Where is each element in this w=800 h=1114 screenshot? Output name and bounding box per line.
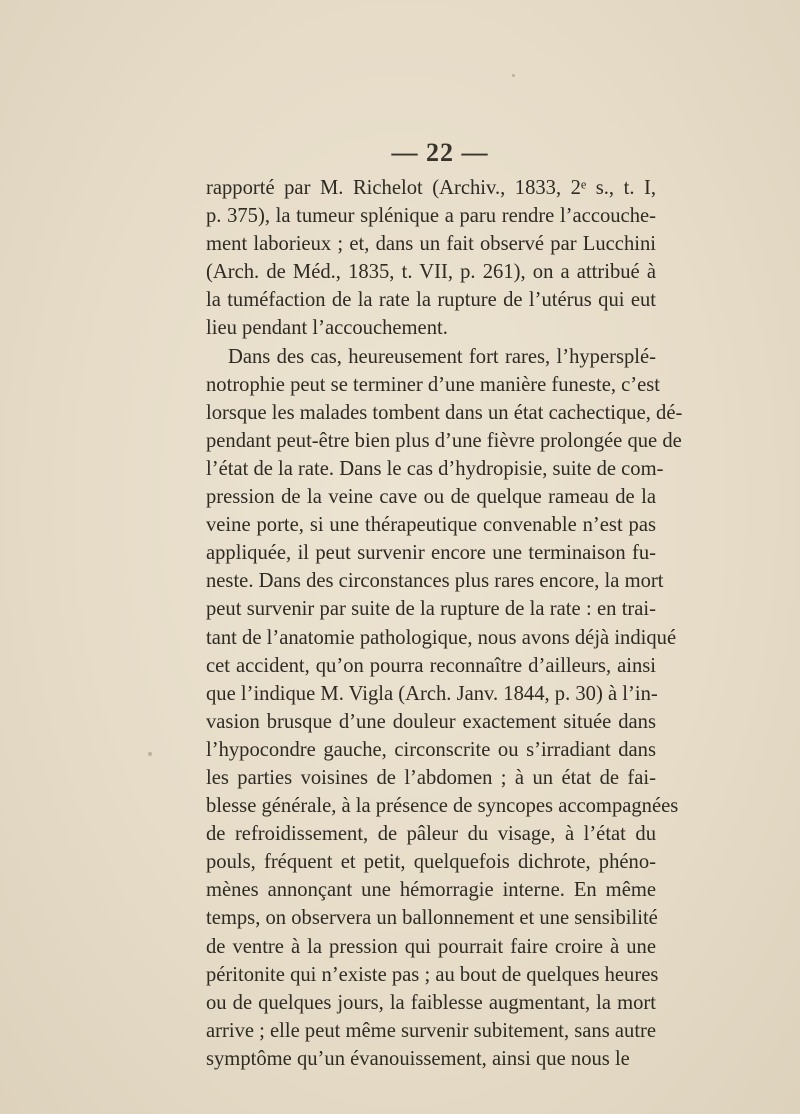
paper-speck	[610, 950, 612, 952]
text-line: pression de la veine cave ou de quelque rameau de la	[206, 486, 656, 509]
text-line: de ventre à la pression qui pourrait faire croire à une	[206, 935, 656, 958]
text-line: rapporté par M. Richelot (Archiv., 1833, 2ᵉ s., t. I,	[206, 177, 656, 199]
paper-speck	[148, 752, 152, 756]
text-line: vasion brusque d’une douleur exactement située dans	[206, 710, 656, 733]
text-line: ment laborieux ; et, dans un fait observé par Lucchini	[206, 233, 656, 256]
text-line: arrive ; elle peut même survenir subitement, sans autre	[206, 1019, 657, 1042]
text-line: pendant peut-être bien plus d’une fièvre prolongée que de	[206, 429, 682, 452]
paper-speck	[512, 74, 515, 77]
text-line: pouls, fréquent et petit, quelquefois dichrote, phéno-	[206, 851, 656, 874]
text-line: cet accident, qu’on pourra reconnaître d’ailleurs, ainsi	[206, 654, 656, 677]
text-line: peut survenir par suite de la rupture de la rate : en trai-	[206, 598, 656, 621]
text-line: mènes annonçant une hémorragie interne. En même	[206, 879, 656, 902]
text-line: neste. Dans des circonstances plus rares encore, la mort	[206, 570, 664, 593]
text-line: l’état de la rate. Dans le cas d’hydropisie, suite de com-	[206, 457, 664, 480]
text-line: que l’indique M. Vigla (Arch. Janv. 1844, p. 30) à l’in-	[206, 682, 658, 705]
text-line: Dans des cas, heureusement fort rares, l’hypersplé-	[228, 345, 656, 368]
text-line: temps, on observera un ballonnement et une sensibilité	[206, 907, 658, 930]
text-line: l’hypocondre gauche, circonscrite ou s’irradiant dans	[206, 738, 656, 761]
text-line: p. 375), la tumeur splénique a paru rendre l’accouche-	[206, 205, 656, 228]
text-line: appliquée, il peut survenir encore une terminaison fu-	[206, 542, 656, 565]
text-line: lieu pendant l’accouchement.	[206, 317, 448, 340]
text-line: tant de l’anatomie pathologique, nous avons déjà indiqué	[206, 626, 677, 649]
text-line: ou de quelques jours, la faiblesse augmentant, la mort	[206, 991, 656, 1014]
text-line: notrophie peut se terminer d’une manière funeste, c’est	[206, 373, 661, 396]
text-line: (Arch. de Méd., 1835, t. VII, p. 261), on a attribué à	[206, 261, 656, 284]
text-line: lorsque les malades tombent dans un état cachectique, dé-	[206, 401, 683, 424]
text-line: de refroidissement, de pâleur du visage, à l’état du	[206, 823, 656, 846]
text-line: les parties voisines de l’abdomen ; à un état de fai-	[206, 766, 656, 789]
text-line: symptôme qu’un évanouissement, ainsi que nous le	[206, 1047, 630, 1070]
body-text	[206, 174, 683, 1073]
text-line: veine porte, si une thérapeutique convenable n’est pas	[206, 514, 656, 537]
text-line: blesse générale, à la présence de syncopes accompagnées	[206, 795, 679, 818]
text-line: la tuméfaction de la rate la rupture de l’utérus qui eut	[206, 289, 656, 312]
text-line: péritonite qui n’existe pas ; au bout de quelques heures	[206, 963, 659, 986]
page-number: — 22 —	[391, 138, 489, 167]
